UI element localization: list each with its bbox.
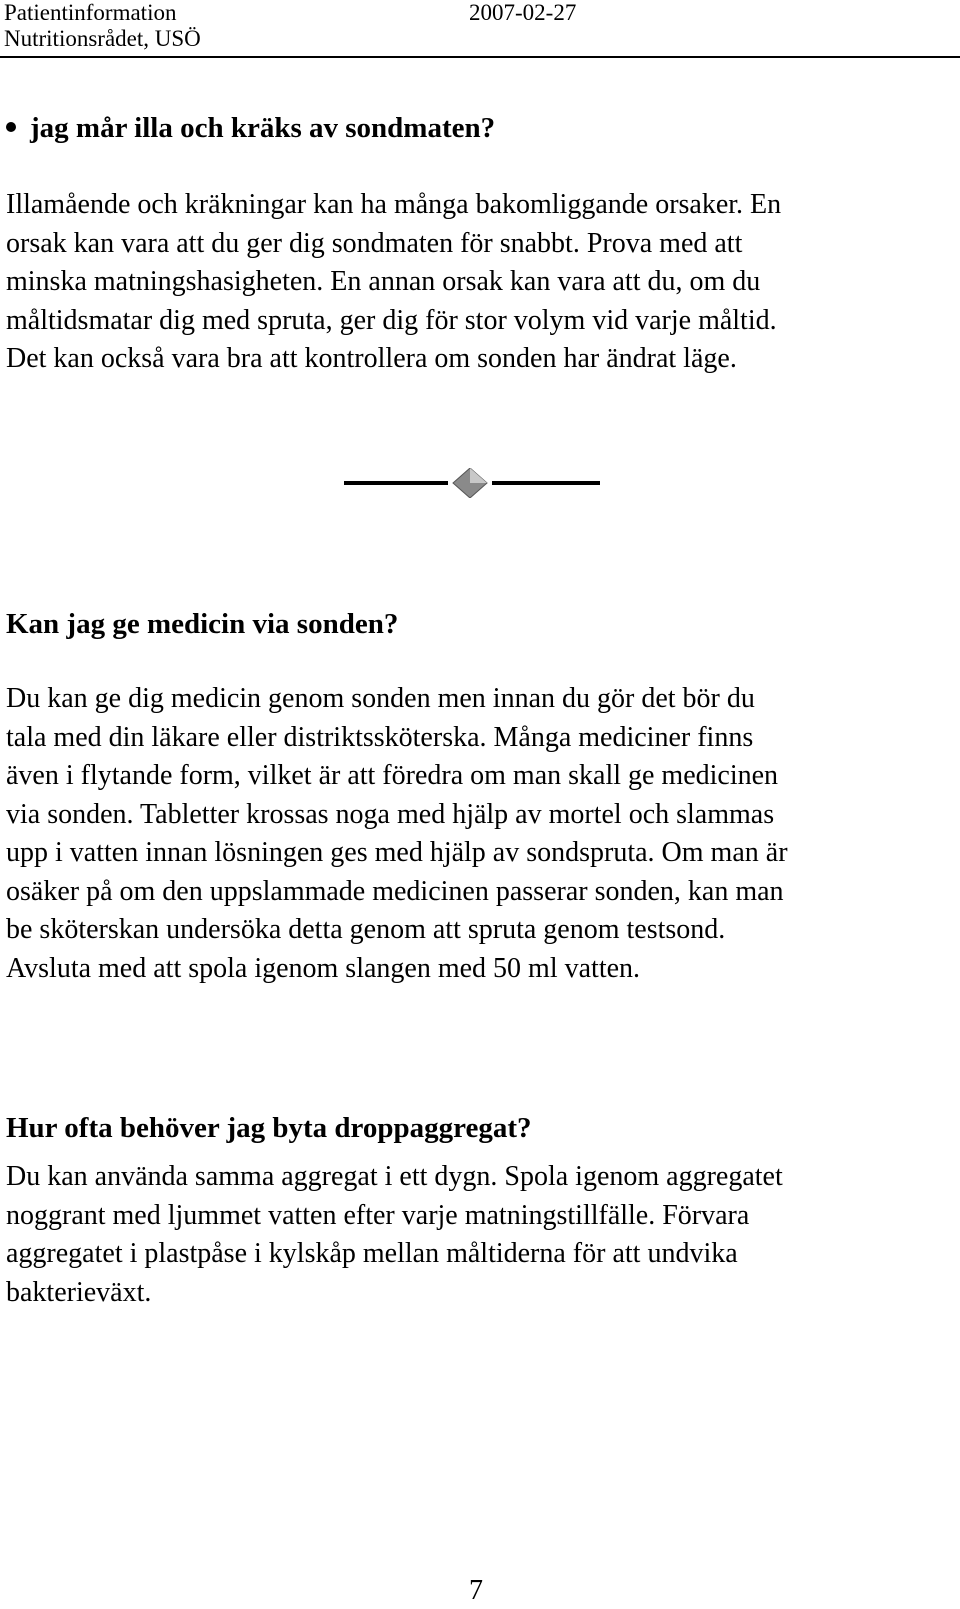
text-line: Avsluta med att spola igenom slangen med 50 ml vatten. [6,952,641,984]
text-line: bakterieväxt. [6,1276,152,1308]
text-line: orsak kan vara att du ger dig sondmaten för snabbt. Prova med att [6,227,743,259]
text-line: måltidsmatar dig med spruta, ger dig för stor volym vid varje måltid. [6,304,777,336]
text-line: upp i vatten innan lösningen ges med hjälp av sondspruta. Om man är [6,837,788,868]
question-text: jag mår illa och kräks av sondmaten? [30,112,496,144]
text-line: Illamående och kräkningar kan ha många bakomliggande orsaker. En [6,189,782,220]
text-line: be sköterskan undersöka detta genom att spruta genom testsond. [6,914,726,945]
text-line: tala med din läkare eller distriktssköterska. Många mediciner finns [6,721,754,753]
text-line: osäker på om den uppslammade medicinen passerar sonden, kan man [6,875,784,907]
text-line: även i flytande form, vilket är att föredra om man skall ge medicinen [6,760,779,791]
text-line: via sonden. Tabletter krossas noga med hjälp av mortel och slammas [6,798,775,830]
header-date: 2007-02-27 [469,0,577,25]
header-organization: Nutritionsrådet, USÖ [4,26,201,51]
page-number: 7 [469,1575,483,1606]
diamond-ornament-icon [344,468,612,498]
drip-set-heading: Hur ofta behöver jag byta droppaggregat? [6,1112,532,1144]
header-title: Patientinformation [4,0,177,25]
text-line: Du kan ge dig medicin genom sonden men innan du gör det bör du [6,683,755,714]
text-line: Det kan också vara bra att kontrollera om sonden har ändrat läge. [6,343,737,374]
question-bullet [6,108,495,148]
text-line: noggrant med ljummet vatten efter varje matningstillfälle. Förvara [6,1199,750,1231]
page-header [0,0,960,58]
drip-set-paragraph [6,1158,946,1312]
text-line: minska matningshasigheten. En annan orsak kan vara att du, om du [6,266,761,297]
text-line: Du kan använda samma aggregat i ett dygn. Spola igenom aggregatet [6,1161,783,1192]
nausea-paragraph [6,186,946,379]
bullet-icon [6,122,16,132]
text-line: aggregatet i plastpåse i kylskåp mellan måltiderna för att undvika [6,1238,738,1269]
medicine-paragraph [6,680,946,988]
medicine-heading: Kan jag ge medicin via sonden? [6,608,399,640]
